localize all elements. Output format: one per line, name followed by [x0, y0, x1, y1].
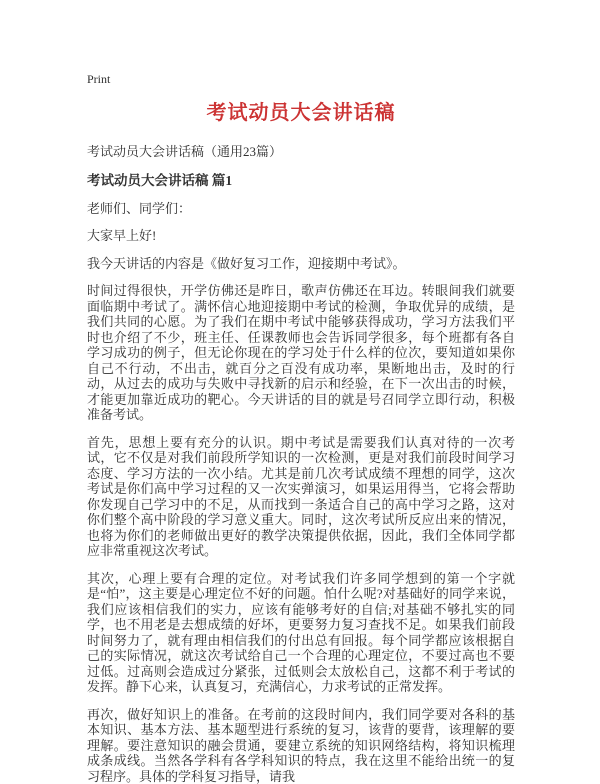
paragraph-body-2: 首先，思想上要有充分的认识。期中考试是需要我们认真对待的一次考试，它不仅是对我们前段所学知识的一次检测，更是对我们前段时间学习态度、学习方法的一次小结。尤其是前几次考试成绩不理想的同学，这次考试是你们高中学习过程的又一次实弹演习，如果运用得当，它将会帮助你发现自己学习中的不足，从而找到一条适合自己的高中学习之路，这对你们整个高中阶段的学习意义重大。同时，这次考试所反应出来的情况，也将为你们的老师做出更好的教学决策提供依据，因此，我们全体同学都应非常重视这次考试。: [87, 435, 515, 559]
document-title: 考试动员大会讲话稿: [87, 102, 515, 124]
print-link[interactable]: Print: [87, 73, 110, 86]
paragraph-body-1: 时间过得很快，开学仿佛还是昨日，歌声仿佛还在耳边。转眼间我们就要面临期中考试了。满怀信心地迎接期中考试的检测，争取优异的成绩，是我们共同的心愿。为了我们在期中考试中能够获得成功，学习方法我们平时也介绍了不少，班主任、任课教师也会告诉同学很多，每个班都有各自学习成功的例子，但无论你现在的学习处于什么样的位次，要知道如果你自己不行动，不出击，就百分之百没有成功率，果断地出击，及时的行动，从过去的成功与失败中寻找新的启示和经验，在下一次出击的时候，才能更加靠近成功的靶心。今天讲话的目的就是号召同学立即行动，积极准备考试。: [87, 283, 515, 423]
paragraph-body-4: 再次，做好知识上的准备。在考前的这段时间内，我们同学要对各科的基本知识、基本方法、基本题型进行系统的复习，该背的要背，该理解的要理解。要注意知识的融会贯通，要建立系统的知识网络结构，将知识梳理成条成线。当然各学科有各学科知识的特点，我在这里不能给出统一的复习程序。具体的学科复习指导，请我: [87, 707, 515, 784]
section-heading: 考试动员大会讲话稿 篇1: [87, 173, 515, 189]
paragraph-salutation: 老师们、同学们：: [87, 201, 515, 217]
document-subtitle: 考试动员大会讲话稿（通用23篇）: [87, 144, 515, 160]
paragraph-body-3: 其次，心理上要有合理的定位。对考试我们许多同学想到的第一个字就是“怕”，这主要是心理定位不好的问题。怕什么呢?对基础好的同学来说，我们应该相信我们的实力，应该有能够考好的自信;对基础不够扎实的同学，也不用老是去想成绩的好坏，更要努力复习查找不足。如果我们前段时间努力了，就有理由相信我们的付出总有回报。每个同学都应该根据自己的实际情况，就这次考试给自己一个合理的心理定位，不要过高也不要过低。过高则会造成过分紧张，过低则会太放松自己，这都不利于考试的发挥。静下心来，认真复习，充满信心，力求考试的正常发挥。: [87, 571, 515, 695]
paragraph-greeting: 大家早上好!: [87, 228, 515, 244]
paragraph-topic: 我今天讲话的内容是《做好复习工作，迎接期中考试》。: [87, 256, 515, 272]
